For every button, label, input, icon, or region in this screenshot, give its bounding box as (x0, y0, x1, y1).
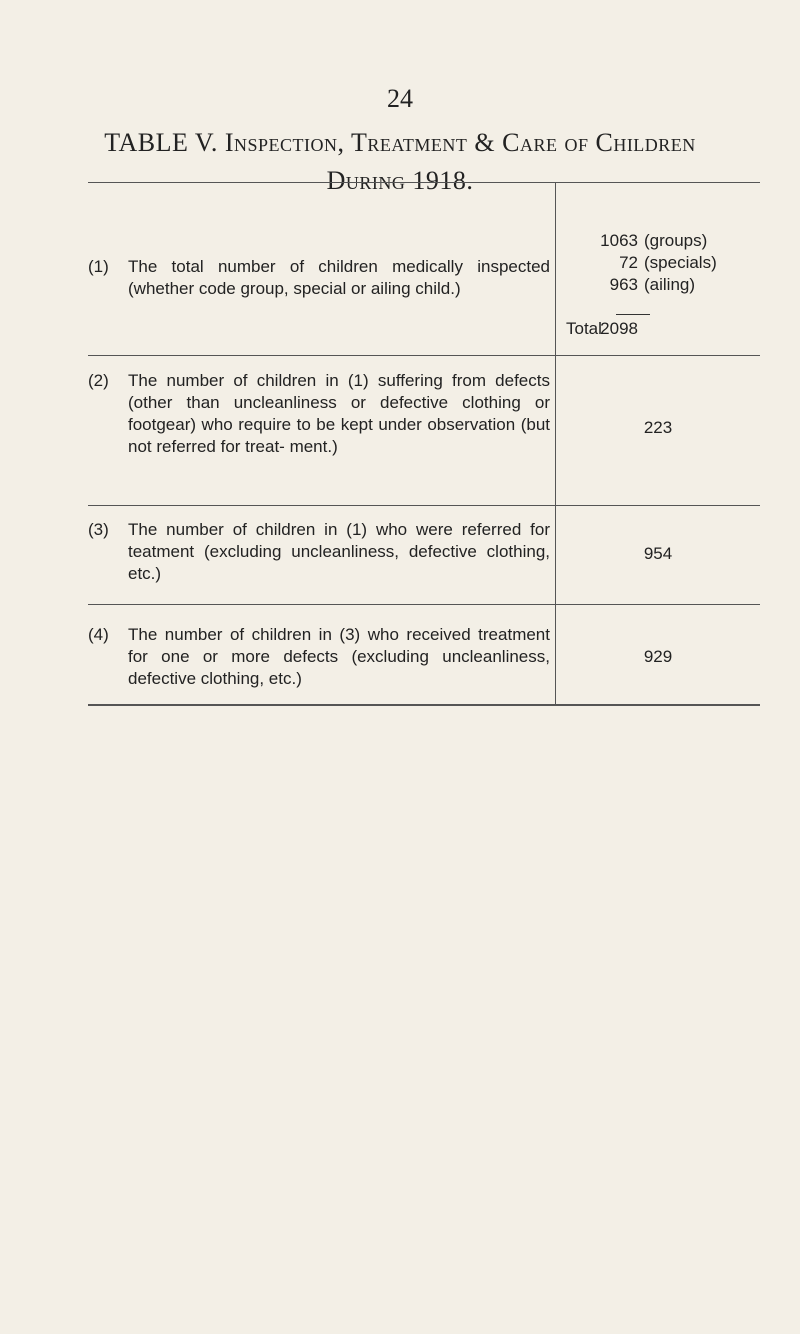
row-divider (88, 505, 760, 506)
breakdown-row (556, 230, 760, 252)
breakdown-value: 1063 (600, 231, 638, 250)
row-value: 954 (643, 544, 673, 563)
table-top-rule (88, 182, 760, 183)
breakdown-row (556, 252, 760, 274)
row-description: The number of children in (3) who received treatment for one or more defects (excluding uncleanliness, defective clothing, etc.) (128, 625, 550, 688)
row-divider (88, 355, 760, 356)
table-title-line1: TABLE V. Inspection, Treatment & Care of Children (104, 128, 696, 157)
row-number: (3) (88, 520, 109, 539)
row-number: (2) (88, 371, 109, 390)
breakdown-value: 72 (619, 253, 638, 272)
breakdown-label: (specials) (644, 253, 717, 272)
breakdown-label: (groups) (644, 231, 708, 250)
table-title-line2: During 1918. (326, 166, 474, 195)
row-divider (88, 604, 760, 605)
row-value: 929 (643, 647, 673, 666)
page-number: 24 (387, 84, 413, 113)
row-number: (4) (88, 625, 109, 644)
row-description: The total number of children medically inspected (whether code group, special or ailing child.) (128, 257, 550, 298)
row-value: 223 (643, 418, 673, 437)
total-value: 2098 (600, 319, 638, 338)
row-description: The number of children in (1) suffering from defects (other than uncleanliness or defective clothing or footgear) who require to be kept under observation (but not referred for treat- ment.) (128, 371, 550, 456)
breakdown-value: 963 (609, 275, 638, 294)
table-bottom-rule (88, 704, 760, 706)
breakdown-label: (ailing) (644, 275, 696, 294)
breakdown-row (556, 274, 760, 296)
total-rule (616, 314, 650, 315)
table-title (0, 124, 800, 200)
total-label: Total (566, 319, 602, 338)
row-number: (1) (88, 257, 109, 276)
row-description: The number of children in (1) who were referred for teatment (excluding uncleanliness, defective clothing, etc.) (128, 520, 550, 583)
